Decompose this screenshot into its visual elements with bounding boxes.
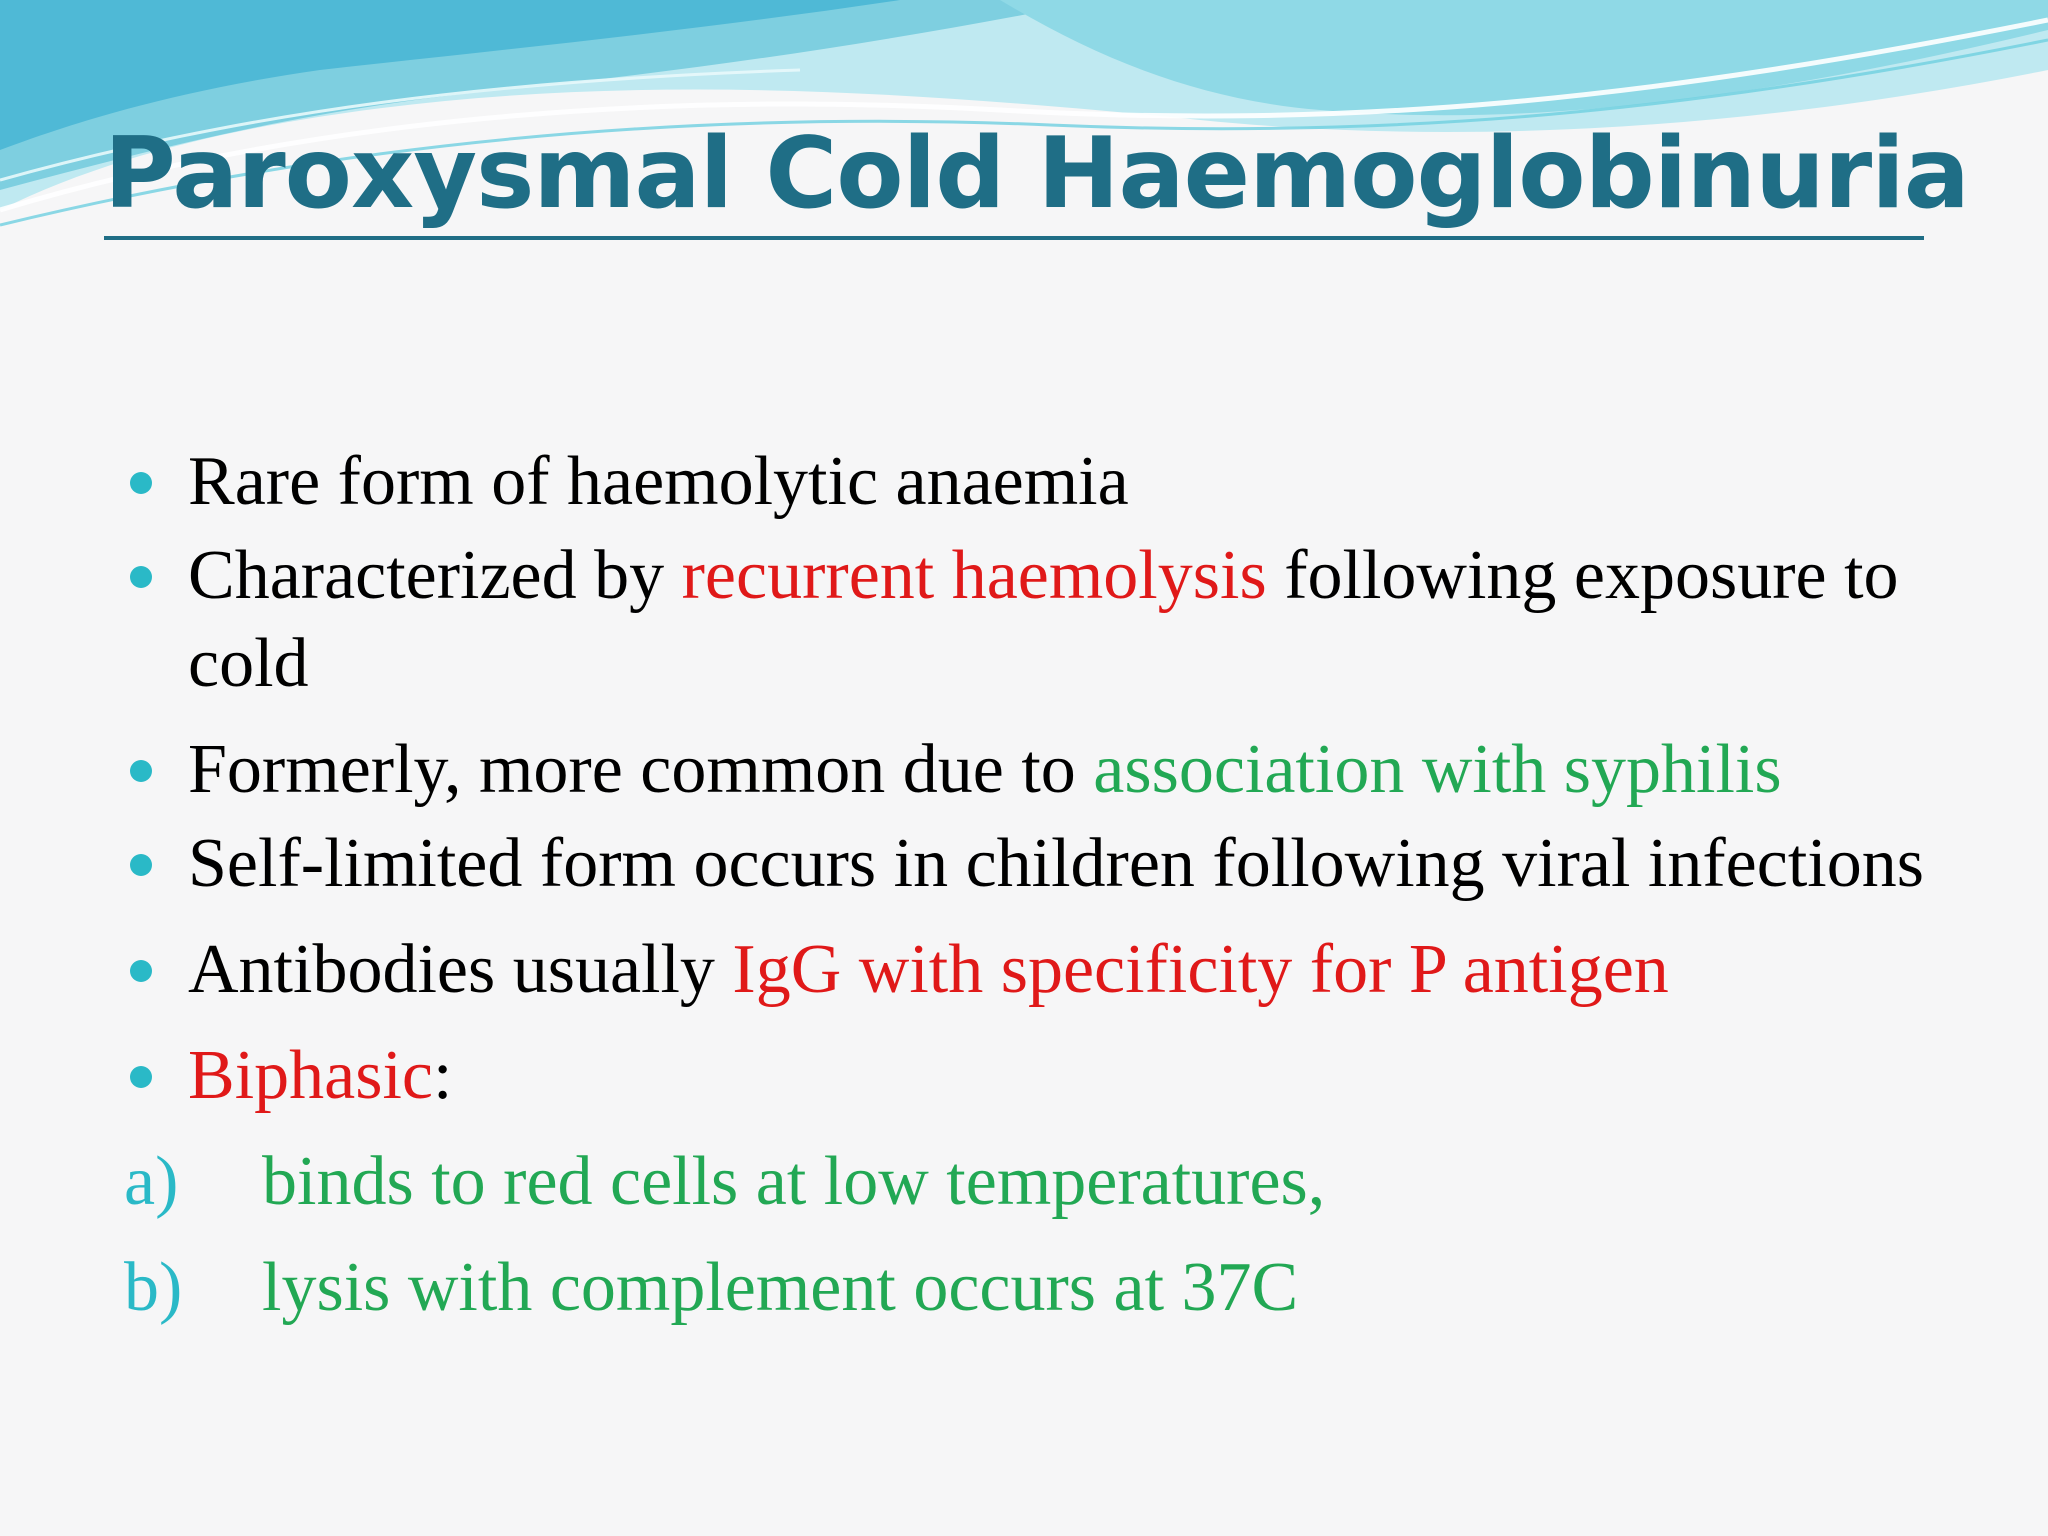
bullet-text: Formerly, more common due to [188,731,1094,808]
bullet-marker-icon [130,960,152,982]
bullet-text-after: following exposure to cold [188,537,1899,702]
bullet-marker-icon [130,1066,152,1088]
bullet-text: Rare form of haemolytic anaemia [188,443,1129,520]
bullet-marker-icon [130,566,152,588]
sub-item-text: binds to red cells at low temperatures, [262,1143,1326,1220]
bullet-item [128,926,2008,1014]
slide-title: Paroxysmal Cold Haemoglobinuria [104,117,1969,231]
sub-item [124,1138,2008,1226]
sub-item-marker: a) [124,1143,179,1220]
bullet-text: Characterized by [188,537,682,614]
bullet-text: Self-limited form occurs in children following viral infections [188,825,1924,902]
sub-item [124,1244,2008,1332]
bullet-text: Antibodies usually [188,931,733,1008]
bullet-highlight: Biphasic [188,1037,433,1114]
sub-item-text: lysis with complement occurs at 37C [262,1249,1299,1326]
bullet-marker-icon [130,760,152,782]
bullet-item [128,1032,2008,1120]
bullet-item [128,726,2008,814]
bullet-text-after: : [432,1037,453,1114]
bullet-item [128,532,2008,708]
sub-item-marker: b) [124,1249,183,1326]
bullet-highlight: recurrent haemolysis [681,537,1267,614]
bullet-marker-icon [130,854,152,876]
bullet-item [128,438,2008,526]
bullet-list [124,438,2008,1350]
title-underline [104,236,1924,240]
bullet-highlight: association with syphilis [1093,731,1782,808]
bullet-highlight: IgG with specificity for P antigen [732,931,1669,1008]
bullet-marker-icon [130,472,152,494]
bullet-item [128,820,2008,908]
